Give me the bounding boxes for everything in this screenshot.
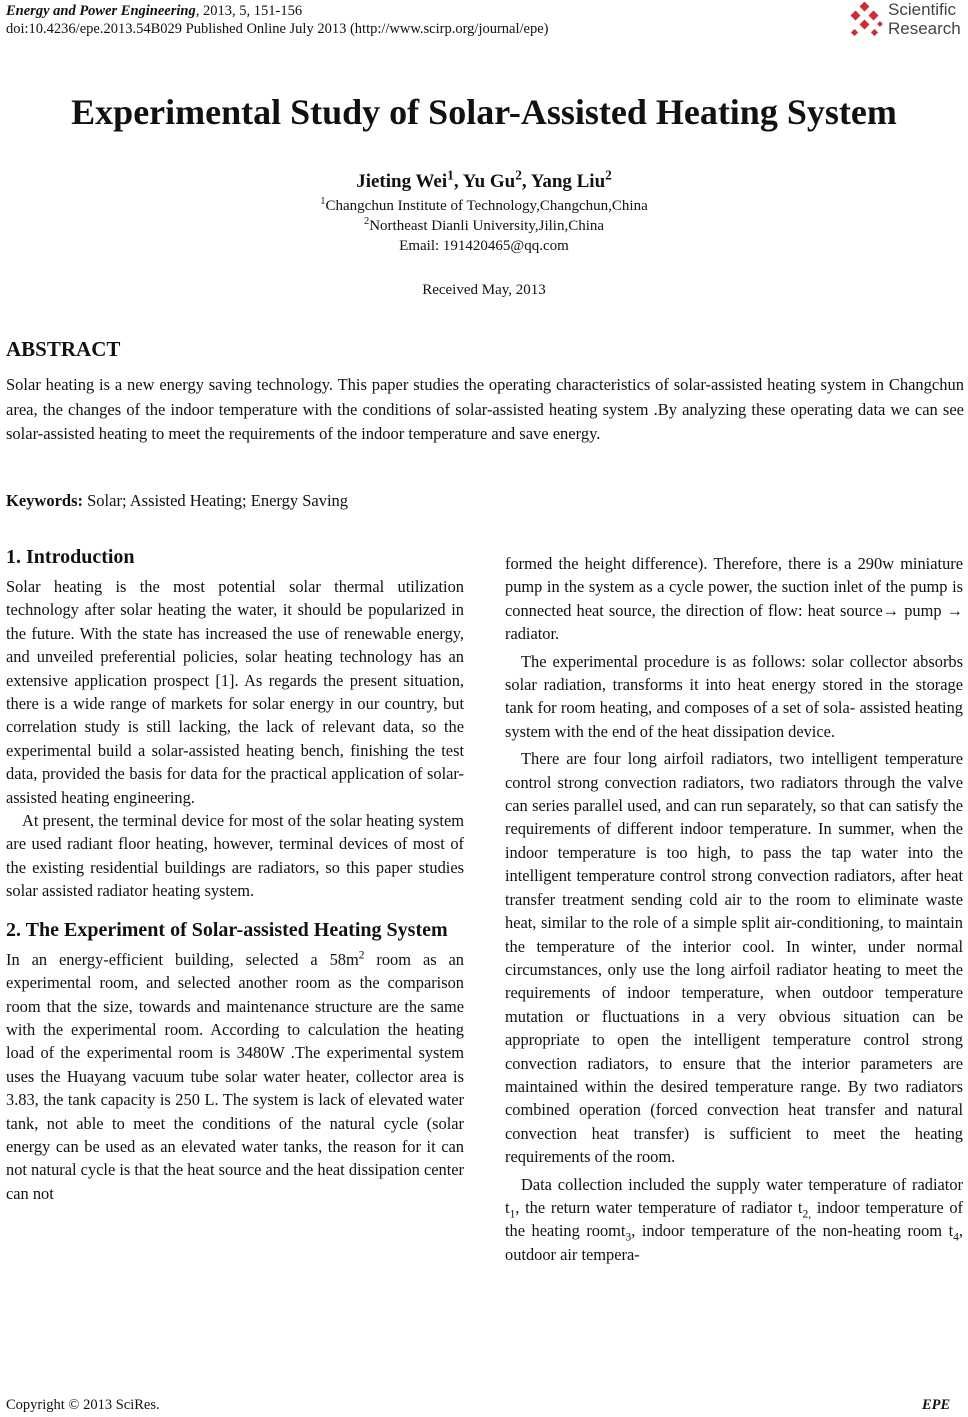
doi-line: doi:10.4236/epe.2013.54B029 Published Online July 2013 (http://www.scirp.org/journal/epe) xyxy=(6,21,549,37)
author-name: Jieting Wei xyxy=(356,171,448,192)
author-affiliation-mark: 1 xyxy=(447,167,454,183)
experiment-paragraph-1 xyxy=(6,948,464,1205)
publisher-logo xyxy=(848,0,968,44)
journal-line xyxy=(6,2,549,20)
running-header xyxy=(6,2,549,38)
experiment-paragraph-4: There are four long airfoil radiators, two intelligent temperature control strong convection radiators, two radiators through the valve can series parallel used, and can run separately, so that can satisfy the requirements of different indoor temperature. In summer, when the indoor temperature is too high, to pass the tap water into the intelligent temperature control strong convection radiators, after heat transfer treatment sending cold air to the room to eliminate waste heat, similar to the role of a simple split air-conditioning, to maintain the temperature of the interior cool. In winter, under normal circumstances, only use the long airfoil radiator heating to meet the requirements of indoor temperature, when outdoor temperature mutation or fluctuations in a very obvious situation can be appropriate to open the intelligent temperature control strong convection radiators, to ensure that the interior parameters are maintained within the desired temperature range. By two radiators combined operation (forced convection heat transfer and natural convection heat transfer) is sufficient to meet the heating requirements of the room. xyxy=(505,749,963,1167)
keywords-text: Solar; Assisted Heating; Energy Saving xyxy=(83,491,349,510)
intro-paragraph-2: At present, the terminal device for most of the solar heating system are used radiant floor heating, however, terminal devices of most of the existing residential buildings are radiators, so this paper studies solar assisted radiator heating system. xyxy=(6,811,464,901)
experiment-paragraph-5 xyxy=(505,1173,963,1267)
area-unit-superscript: 2 xyxy=(358,949,365,962)
data-collection-text-b: , the return water temperature of radiator t xyxy=(515,1197,803,1217)
author-list xyxy=(0,167,968,194)
intro-paragraph-1: Solar heating is the most potential solar thermal utilization technology after solar heating the water, it should be popularized in the future. With the state has increased the use of renewable energy, and unveiled preferential policies, solar heating technology has an extensive application prospect [1]. As regards the present situation, there is a wide range of markets for solar energy in our country, but correlation study is still lacking, the lack of relevant data, so the experimental build a solar-assisted heating bench, finishing the test data, provided the basis for data for the practical application of solar-assisted heating engineering. xyxy=(6,577,464,807)
journal-name: Energy and Power Engineering xyxy=(6,3,196,19)
keywords-label: Keywords: xyxy=(6,491,83,510)
experiment-text-b: room as an experimental room, and selected another room as the comparison room that the size, towards and maintenance structure are the same with the experimental room. According to calculation the heating load of the experimental room is 3480W .The experimental system uses the Huayang vacuum tube solar water heater, collector area is 3.83, the tank capacity is 250 L. The system is lack of elevated water tank, not able to meet the conditions of the natural cycle (solar energy can be used as an elevated water tanks, the reason for it can not natural cycle is that the heat source and the heat dissipation center can not xyxy=(6,949,464,1203)
author-name: Yu Gu xyxy=(462,171,516,192)
data-collection-text-c: indoor temperature of the heating roomt xyxy=(505,1197,963,1241)
data-collection-text-e: , outdoor air tempera- xyxy=(505,1221,963,1264)
subscript-t2: 2, xyxy=(802,1208,812,1221)
author-name: Yang Liu xyxy=(530,171,606,192)
affiliation-mark: 2 xyxy=(363,216,370,227)
logo-line-2: Research xyxy=(888,19,961,38)
logo-wordmark xyxy=(888,0,961,38)
abstract-text: Solar heating is a new energy saving technology. This paper studies the operating characteristics of solar-assisted heating system in Changchun area, the changes of the indoor temperature with the conditions of solar-assisted heating system .By analyzing these operating data we can see solar-assisted heating to meet the requirements of the indoor temperature and save energy. xyxy=(6,375,964,443)
data-collection-text-a: Data collection included the supply water temperature of radiator t xyxy=(505,1174,963,1217)
experiment-paragraph-3: The experimental procedure is as follows: solar collector absorbs solar radiation, transforms it into heat energy stored in the storage tank for room heating, and composes of a set of sola- assisted heating system with the end of the heat dissipation device. xyxy=(505,651,963,741)
footer-copyright: Copyright © 2013 SciRes. xyxy=(6,1397,160,1413)
subscript-t4: 4 xyxy=(953,1231,959,1244)
right-column xyxy=(505,552,963,1266)
scientific-research-logo-icon xyxy=(848,2,886,40)
experiment-text-a: In an energy-efficient building, selected a 58m xyxy=(6,949,359,969)
affiliation-1 xyxy=(0,196,968,216)
keywords xyxy=(6,490,348,512)
paper-title: Experimental Study of Solar-Assisted Heating System xyxy=(71,92,897,132)
affiliation-2 xyxy=(0,216,968,236)
data-collection-text-d: , indoor temperature of the non-heating room t xyxy=(631,1221,954,1241)
section-heading-introduction: 1. Introduction xyxy=(6,546,135,568)
author-separator: , xyxy=(521,171,531,192)
footer-journal-abbr: EPE xyxy=(922,1397,951,1413)
section-heading-experiment: 2. The Experiment of Solar-assisted Heating System xyxy=(6,918,448,941)
author-separator: , xyxy=(453,171,463,192)
author-affiliation-mark: 2 xyxy=(605,167,612,183)
left-column xyxy=(6,545,464,1205)
logo-line-1: Scientific xyxy=(888,0,957,19)
affiliation-mark: 1 xyxy=(320,196,326,207)
experiment-paragraph-2: formed the height difference). Therefore, there is a 290w miniature pump in the system as a cycle power, the suction inlet of the pump is connected heat source, the direction of flow: heat source→ pump → radiator. xyxy=(505,554,963,644)
author-email: Email: 191420465@qq.com xyxy=(399,238,569,254)
received-date: Received May, 2013 xyxy=(422,282,546,298)
subscript-t1: 1 xyxy=(509,1208,516,1221)
author-affiliation-mark: 2 xyxy=(515,167,522,183)
abstract-heading: ABSTRACT xyxy=(6,337,121,361)
subscript-t3: 3 xyxy=(625,1231,632,1244)
journal-citation: , 2013, 5, 151-156 xyxy=(195,3,303,19)
affiliation-text: Changchun Institute of Technology,Changchun,China xyxy=(325,198,648,214)
affiliation-text: Northeast Dianli University,Jilin,China xyxy=(369,218,605,234)
